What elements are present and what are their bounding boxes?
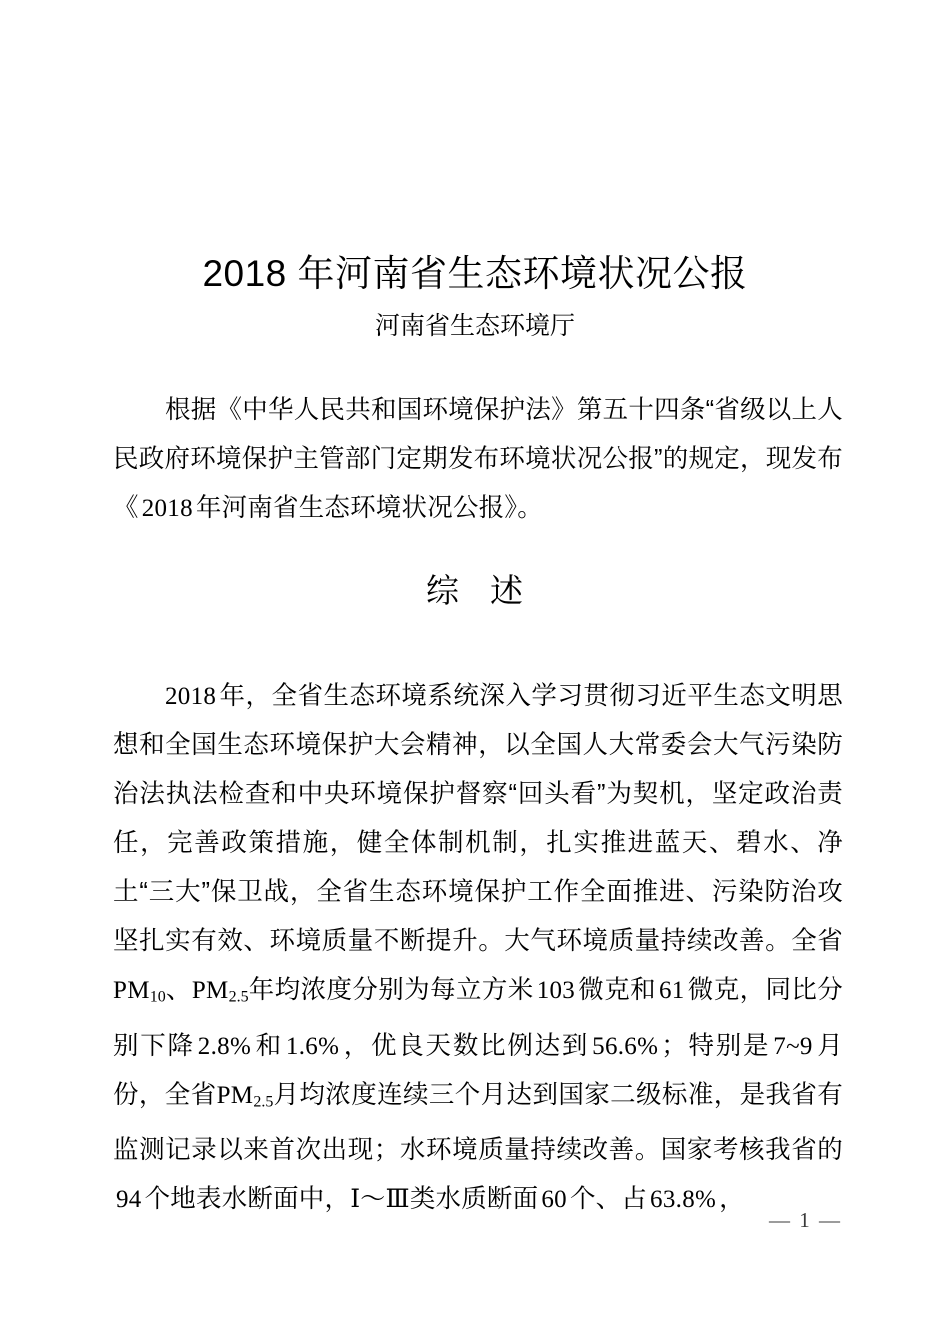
overview-text-12: 个、占 bbox=[569, 1185, 648, 1214]
overview-text-4: 微克，同比分别下降 bbox=[113, 976, 844, 1060]
overview-text-8: 月份，全省 bbox=[113, 1031, 843, 1109]
water-quality-grade-range: Ⅰ～Ⅲ bbox=[350, 1186, 410, 1214]
good-air-days-pct: 56.6% bbox=[592, 1032, 659, 1060]
section-heading-char-2: 述 bbox=[490, 572, 524, 609]
pm25-decline-pct: 1.6% bbox=[285, 1032, 340, 1060]
surface-water-sections-total: 94 bbox=[116, 1186, 142, 1214]
overview-paragraph bbox=[113, 672, 843, 1224]
pm10-label: $PM_{10}$ bbox=[113, 977, 166, 1006]
month-range: 7~9 bbox=[773, 1032, 813, 1060]
title-block bbox=[0, 248, 950, 346]
document-issuer: 河南省生态环境厅 bbox=[374, 312, 575, 340]
pm10-decline-pct: 2.8% bbox=[197, 1032, 252, 1060]
pm25-subscript-second: 2.5 bbox=[253, 1093, 274, 1111]
overview-text-2: 年均浓度分别为每立方米 bbox=[248, 976, 534, 1004]
page-title: 2018 年河南省生态环境状况公报 bbox=[202, 253, 748, 294]
page-footer: — 1 — bbox=[769, 1208, 842, 1232]
pm25-label-second: $PM_{2.5}$ bbox=[216, 1081, 274, 1111]
citation-paragraph-container bbox=[113, 386, 843, 533]
pm25-label: $PM_{2.5}$ bbox=[191, 977, 249, 1006]
overview-text-1: 年，全省生态环境系统深入学习贯彻习近平生态文明思想和全国生态环境保护大会精神，以全国人大常委会大气污染防治法执法检查和中央环境保护督察“回头看”为契机，坚定政治责任，完善政策措施，健全体制机制，扎实推进蓝天、碧水、净土“三大”保卫战，全省生态环境保护工作全面推进、污染防治攻坚扎实有效、环境质量不断提升。大气环境质量持续改善。全省 bbox=[113, 682, 843, 955]
citation-text-part-1: 根据《中华人民共和国环境保护法》第五十四条“省级以上人民政府环境保护主管部门定期发布环境状况公报”的规定，现发布《 bbox=[113, 396, 843, 522]
pm10-subscript: 10 bbox=[149, 988, 166, 1006]
overview-separator-1: 、 bbox=[165, 976, 192, 1004]
overview-text-7: ；特别是 bbox=[661, 1031, 771, 1060]
citation-paragraph bbox=[113, 386, 843, 533]
overview-text-13: ， bbox=[719, 1185, 745, 1214]
pm10-annual-value: 103 bbox=[536, 977, 576, 1004]
overview-text-5: 和 bbox=[254, 1031, 283, 1060]
overview-text-6: ，优良天数比例达到 bbox=[342, 1031, 590, 1060]
good-water-sections-count: 60 bbox=[541, 1186, 567, 1214]
overview-text-3: 微克和 bbox=[578, 976, 656, 1004]
section-heading-char-1: 综 bbox=[426, 572, 460, 609]
overview-text-10: 个地表水断面中， bbox=[144, 1185, 351, 1214]
overview-text-9: 月均浓度连续三个月达到国家二级标准，是我省有监测记录以来首次出现；水环境质量持续改善。国家考核我省的 bbox=[113, 1080, 843, 1165]
good-water-sections-pct: 63.8% bbox=[650, 1186, 717, 1214]
overview-paragraph-container bbox=[113, 672, 843, 1224]
pm25-annual-value: 61 bbox=[659, 977, 685, 1004]
section-heading-overview bbox=[0, 568, 950, 614]
citation-year: 2018 bbox=[141, 495, 193, 522]
pm25-subscript: 2.5 bbox=[228, 988, 249, 1006]
citation-text-part-2: 年河南省生态环境状况公报》。 bbox=[195, 494, 543, 522]
overview-year: 2018 bbox=[165, 683, 217, 710]
overview-text-11: 类水质断面 bbox=[409, 1185, 539, 1214]
